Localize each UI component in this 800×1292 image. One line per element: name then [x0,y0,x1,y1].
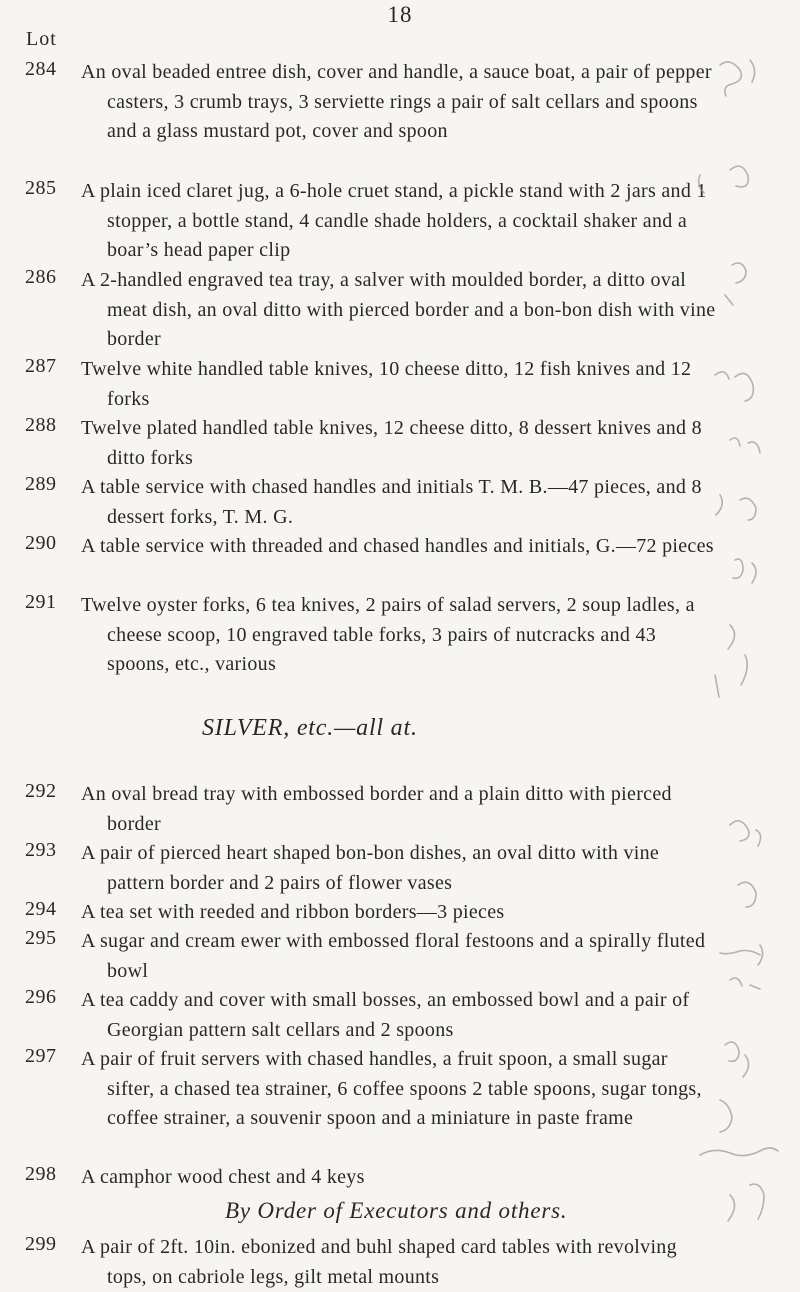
lot-number: 287 [25,355,57,377]
section-heading-silver: SILVER, etc.—all at. [202,715,418,741]
lot-number: 292 [25,780,57,802]
lot-description: Twelve oyster forks, 6 tea knives, 2 pairs of salad servers, 2 soup ladles, a cheese scoop, 10 engraved table forks, 3 pairs of nutcracks and 43 spoons, etc., various [81,594,695,675]
lot-description: A tea set with reeded and ribbon borders—3 pieces [81,901,505,923]
lot-description: A sugar and cream ewer with embossed floral festoons and a spirally fluted bowl [81,930,706,982]
lot-description: An oval bread tray with embossed border and a plain ditto with pierced border [81,783,672,835]
lot-number: 296 [25,986,57,1008]
lot-description: A pair of 2ft. 10in. ebonized and buhl shaped card tables with revolving tops, on cabriole legs, gilt metal mounts [81,1236,677,1288]
lot-number: 289 [25,473,57,495]
lot-column-header: Lot [26,28,57,50]
lot-number: 285 [25,177,57,199]
lot-number: 297 [25,1045,57,1067]
lot-number: 298 [25,1163,57,1185]
lot-description: Twelve plated handled table knives, 12 cheese ditto, 8 dessert knives and 8 ditto forks [81,417,702,469]
lot-number: 295 [25,927,57,949]
lot-description: An oval beaded entree dish, cover and handle, a sauce boat, a pair of pepper casters, 3 crumb trays, 3 serviette rings a pair of salt cellars and spoons and a glass mustard pot, cover and spoon [81,61,712,142]
margin-pencil-marks [690,55,800,1235]
section-heading-executors: By Order of Executors and others. [225,1198,568,1223]
lot-description: A 2-handled engraved tea tray, a salver with moulded border, a ditto oval meat dish, an oval ditto with pierced border and a bon-bon dish with vine border [81,269,716,350]
lot-number: 299 [25,1233,57,1255]
lot-description: A tea caddy and cover with small bosses, an embossed bowl and a pair of Georgian pattern salt cellars and 2 spoons [81,989,690,1041]
lot-description: Twelve white handled table knives, 10 cheese ditto, 12 fish knives and 12 forks [81,358,692,410]
lot-description: A plain iced claret jug, a 6-hole cruet stand, a pickle stand with 2 jars and 1 stopper, a bottle stand, 4 candle shade holders, a cocktail shaker and a boar’s head paper clip [81,180,707,261]
lot-number: 284 [25,58,57,80]
lot-number: 286 [25,266,57,288]
lot-description: A table service with chased handles and initials T. M. B.—47 pieces, and 8 dessert forks, T. M. G. [81,476,702,528]
lot-description: A pair of fruit servers with chased handles, a fruit spoon, a small sugar sifter, a chased tea strainer, 6 coffee spoons 2 table spoons, sugar tongs, coffee strainer, a souvenir spoon and a miniature in paste frame [81,1048,702,1129]
lot-number: 293 [25,839,57,861]
lot-number: 290 [25,532,57,554]
lot-number: 288 [25,414,57,436]
lot-description: A pair of pierced heart shaped bon-bon dishes, an oval ditto with vine pattern border and 2 pairs of flower vases [81,842,660,894]
lot-description: A camphor wood chest and 4 keys [81,1166,365,1188]
lot-number: 294 [25,898,57,920]
lot-description: A table service with threaded and chased handles and initials, G.—72 pieces [81,535,714,557]
page-number: 18 [387,2,413,27]
lot-number: 291 [25,591,57,613]
